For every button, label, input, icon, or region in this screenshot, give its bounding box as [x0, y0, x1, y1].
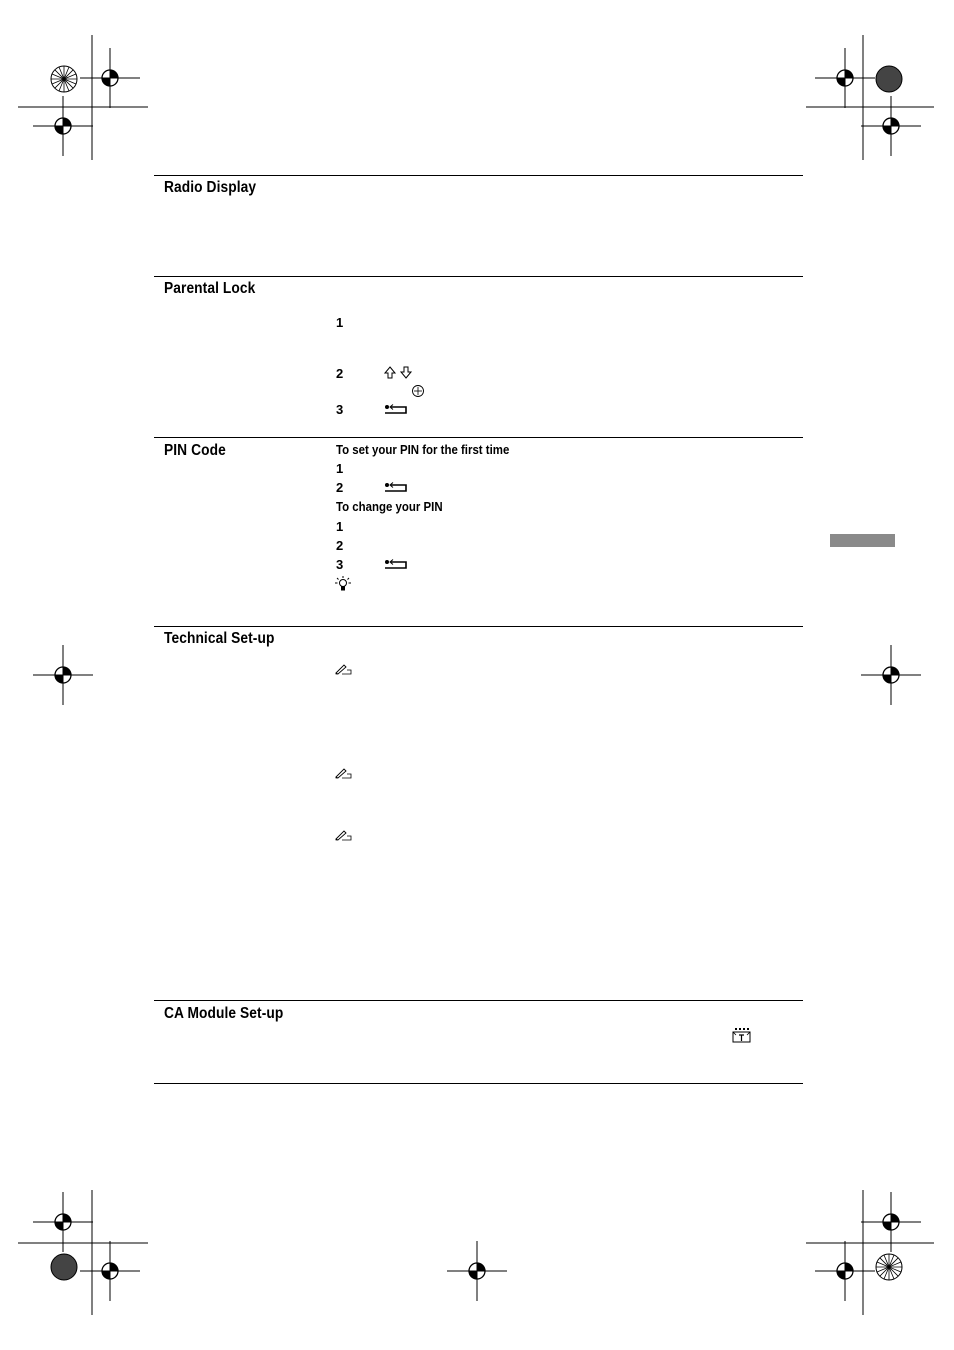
note-pencil-icon: [335, 829, 353, 841]
return-button-icon: [384, 558, 410, 571]
step-number: 1: [336, 315, 344, 330]
side-tab: [830, 534, 895, 547]
step-number: 1: [336, 461, 344, 476]
section-divider: [154, 175, 803, 176]
step-number: 2: [336, 480, 344, 495]
section-title-radio-display: Radio Display: [164, 179, 257, 196]
step-number: 2: [336, 366, 344, 381]
section-divider: [154, 1000, 803, 1001]
step-number: 1: [336, 519, 344, 534]
section-title-parental-lock: Parental Lock: [164, 280, 256, 297]
section-divider: [154, 626, 803, 627]
section-divider: [154, 437, 803, 438]
enter-button-icon: [411, 384, 425, 398]
teletext-icon: [731, 1027, 753, 1045]
section-divider: [154, 276, 803, 277]
up-down-arrow-icon: [384, 366, 414, 380]
step-number: 3: [336, 402, 344, 417]
step-number: 3: [336, 557, 344, 572]
section-title-technical-setup: Technical Set-up: [164, 630, 275, 647]
section-title-ca-module-setup: CA Module Set-up: [164, 1005, 284, 1022]
step-number: 2: [336, 538, 344, 553]
section-divider: [154, 1083, 803, 1084]
hint-bulb-icon: [334, 575, 352, 593]
return-button-icon: [384, 481, 410, 494]
subheading-first-pin: To set your PIN for the first time: [336, 442, 510, 457]
return-button-icon: [384, 403, 410, 416]
note-pencil-icon: [335, 663, 353, 675]
section-title-pin-code: PIN Code: [164, 442, 226, 459]
note-pencil-icon: [335, 767, 353, 779]
subheading-change-pin: To change your PIN: [336, 499, 443, 514]
